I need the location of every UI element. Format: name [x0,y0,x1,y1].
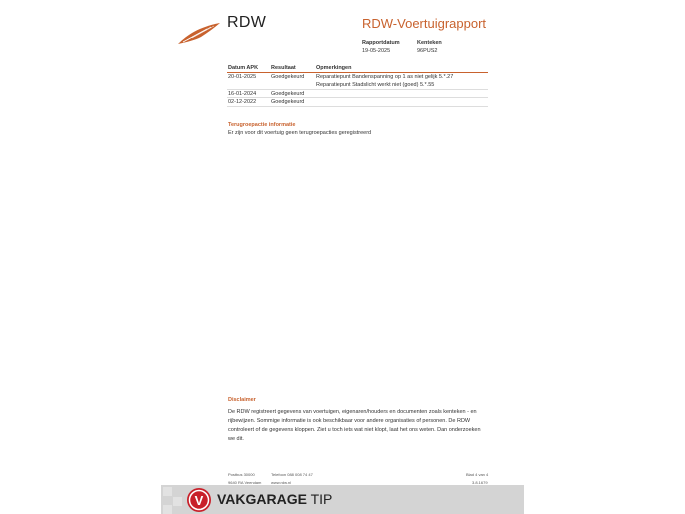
disclaimer-line-1: De RDW registreert gegevens van voertuigen, eigenaren/houders en documenten zoals kenteken - en [228,409,477,415]
vakgarage-brand: VAKGARAGE [217,491,307,507]
vakgarage-logo-letter: V [194,493,204,508]
table-row-2-date: 16-01-2024 [228,91,257,97]
footer-website[interactable]: www.rdw.nl [271,480,292,485]
row-divider [227,97,488,98]
disclaimer-body [228,408,498,444]
column-header-remarks: Opmerkingen [316,65,352,71]
brand-name: RDW [227,14,267,31]
disclaimer-line-2: rijbewijzen. Sommige informatie is ook beschikbaar voor andere organisaties of personen. De RDW [228,418,471,424]
column-header-result: Resultaat [271,65,296,71]
table-row-1-result: Goedgekeurd [271,74,305,80]
vakgarage-tip: TIP [310,491,333,507]
disclaimer-line-4: we dit. [228,436,244,442]
report-date-label: Rapportdatum [362,40,400,46]
table-row-3-date: 02-12-2022 [228,99,257,105]
table-row-1-remark-1: Reparatiepunt Bandenspanning op 1 as niet gelijk 5.*.27 [316,74,454,80]
table-row-1-remark-2: Reparatiepunt Stadslicht werkt niet (goed) 5.*.55 [316,82,435,88]
row-divider [227,89,488,90]
rdw-logo-icon [177,21,221,45]
plate-value: 96PUS2 [417,48,438,54]
column-header-date: Datum APK [228,65,259,71]
disclaimer-line-3: controleert of de gegevens kloppen. Ziet u toch iets wat niet klopt, laat het ons weten. Dan onderzoeken [228,427,481,433]
banner-tile [173,497,182,506]
recall-text: Er zijn voor dit voertuig geen terugroepacties geregistreerd [228,130,372,136]
table-row-1-date: 20-01-2025 [228,74,257,80]
table-row-3-result: Goedgekeurd [271,99,305,105]
footer-version: 3.8.1679 [472,480,488,485]
footer-postbus: Postbus 30000 [228,472,255,477]
footer-city: 9640 RA Veendam [228,480,262,485]
vakgarage-tip-label [217,491,332,507]
report-title: RDW-Voertuigrapport [362,16,487,31]
row-divider [227,106,488,107]
recall-section-title: Terugroepactie informatie [228,122,296,128]
report-date-value: 19-05-2025 [362,48,391,54]
footer-page-number: Blad 4 van 4 [466,472,489,477]
table-row-2-result: Goedgekeurd [271,91,305,97]
plate-label: Kenteken [417,40,442,46]
vakgarage-logo-icon [186,487,212,513]
banner-tile [163,487,172,496]
disclaimer-title: Disclaimer [228,397,256,403]
vakgarage-banner [161,485,524,514]
banner-tile [163,505,172,514]
footer-phone: Telefoon 088 008 74 47 [271,472,313,477]
table-header-divider [227,72,488,73]
